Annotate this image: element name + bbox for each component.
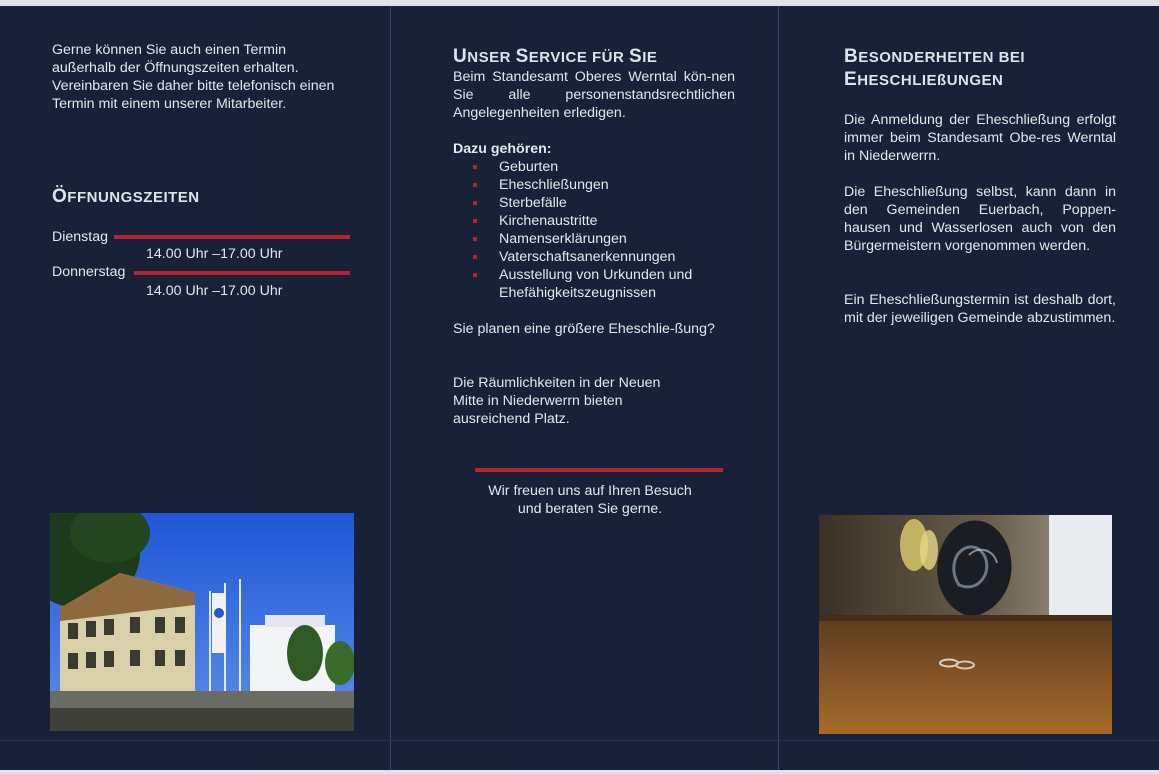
heading-initial: U [453, 46, 468, 67]
heading-rest: ERVICE FÜR [528, 49, 630, 66]
question-text: Sie planen eine größere Eheschlie-ßung? [453, 321, 715, 337]
town-hall-photo [50, 513, 354, 731]
paragraph-appointment: Ein Eheschließungstermin ist deshalb dort, mit der jeweiligen Gemeinde abzustimmen. [844, 292, 1116, 326]
bullet-icon [473, 219, 477, 223]
heading-initial: Ö [52, 186, 68, 207]
service-intro: Beim Standesamt Oberes Werntal kön-nen Sie alle personenstandsrechtlichen Angelegenheiten erledigen. [453, 69, 735, 121]
panel-opening-hours [0, 6, 390, 770]
list-item: Sterbefälle [499, 194, 567, 212]
list-title: Dazu gehören: [453, 141, 552, 157]
bullet-icon [473, 255, 477, 259]
bullet-icon [473, 201, 477, 205]
list-item: Ausstellung von Urkunden und Ehefähigkeitszeugnissen [499, 266, 724, 302]
heading-initial: E [844, 69, 858, 90]
paragraph-municipalities: Die Eheschließung selbst, kann dann in den Gemeinden Euerbach, Poppen-hausen und Wasserlosen auch von den Bürgermeistern vorgenommen werden. [844, 184, 1116, 254]
service-heading [453, 46, 657, 68]
list-item: Geburten [499, 158, 558, 176]
closing-line-1: Wir freuen uns auf Ihren Besuch [488, 483, 692, 499]
list-item: Kirchenaustritte [499, 212, 598, 230]
bullet-icon [473, 165, 477, 169]
bullet-icon [473, 183, 477, 187]
panel-weddings [779, 6, 1159, 770]
rooms-text: Die Räumlichkeiten in der Neuen Mitte in Niederwerrn bieten ausreichend Platz. [453, 375, 661, 427]
list-item: Vaterschaftsanerkennungen [499, 248, 675, 266]
heading-rest: FFNUNGSZEITEN [67, 189, 200, 206]
heading-rest: HESCHLIEßUNGEN [857, 72, 1004, 89]
red-divider [475, 468, 723, 472]
intro-text: Gerne können Sie auch einen Termin außerhalb der Öffnungszeiten erhalten. Vereinbaren Sie daher bitte telefonisch einen Termin mit einem unserer Mitarbeiter. [52, 42, 335, 112]
heading-rest: NSER [467, 49, 516, 66]
closing-line-2: und beraten Sie gerne. [517, 501, 663, 517]
list-item: Eheschließungen [499, 176, 609, 194]
bullet-icon [473, 237, 477, 241]
opening-hours-heading [52, 186, 200, 208]
red-divider [134, 271, 350, 275]
heading-initial: B [844, 46, 859, 67]
day-label: Dienstag [52, 229, 108, 245]
panel-service [391, 6, 778, 770]
paragraph-registration: Die Anmeldung der Eheschließung erfolgt immer beim Standesamt Obe-res Werntal in Niederwerrn. [844, 112, 1116, 164]
bullet-icon [473, 273, 477, 277]
wedding-rings-photo [819, 515, 1112, 734]
day-label: Donnerstag [52, 264, 126, 280]
hours-value: 14.00 Uhr –17.00 Uhr [146, 246, 283, 262]
red-divider [114, 235, 350, 239]
list-item: Namenserklärungen [499, 230, 627, 248]
weddings-heading [844, 46, 1124, 92]
heading-rest: IE [642, 49, 658, 66]
heading-rest: ESONDERHEITEN BEI [858, 49, 1026, 66]
hours-value: 14.00 Uhr –17.00 Uhr [146, 283, 283, 299]
brochure-sheet [0, 6, 1159, 770]
heading-initial: S [515, 46, 529, 67]
heading-initial: S [629, 46, 643, 67]
